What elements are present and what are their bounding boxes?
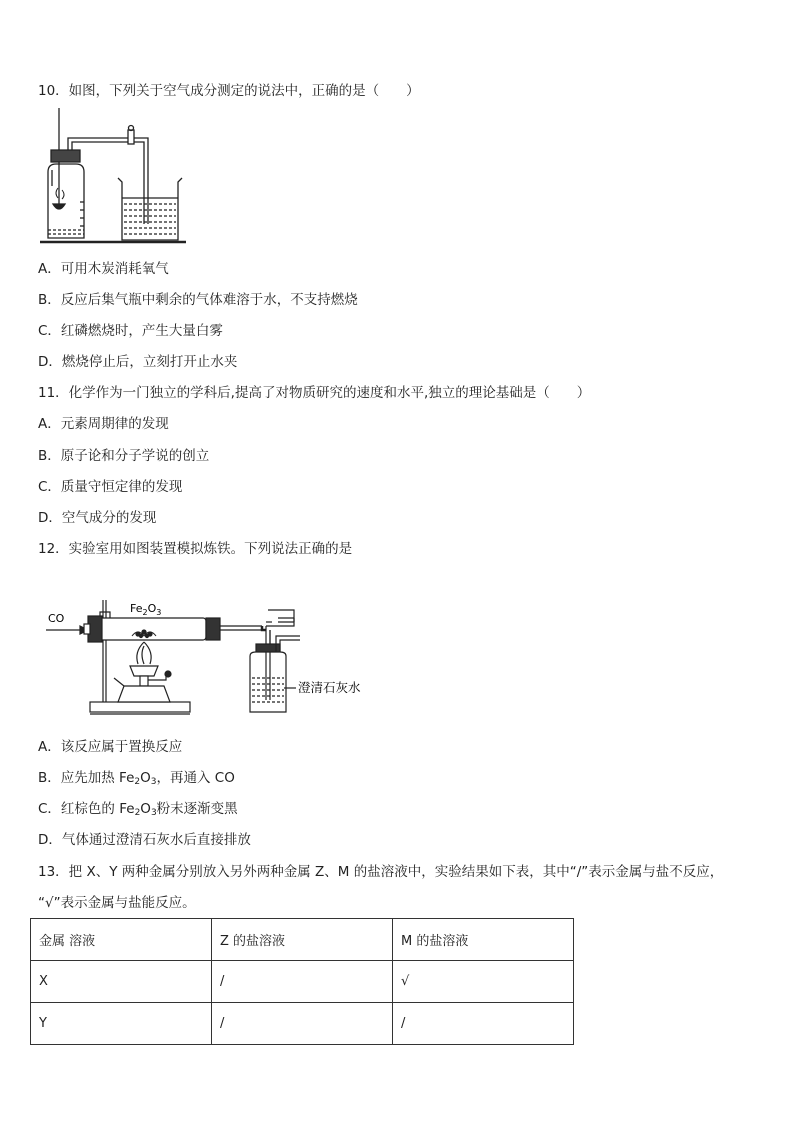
table-row bbox=[31, 1003, 574, 1045]
q10-option-a: A．可用木炭消耗氧气 bbox=[38, 261, 169, 277]
q13-stem-line2: “√”表示金属与盐能反应。 bbox=[38, 895, 196, 911]
q10-stem: 10．如图，下列关于空气成分测定的说法中，正确的是（ ） bbox=[38, 83, 420, 99]
q11-option-b: B．原子论和分子学说的创立 bbox=[38, 448, 210, 464]
table-cell: X bbox=[31, 961, 212, 1003]
table-header-row bbox=[31, 919, 574, 961]
q11-option-a: A．元素周期律的发现 bbox=[38, 416, 169, 432]
fe2o3-label: $Fe_2O_3$ bbox=[130, 602, 162, 617]
q12-iron-smelting-figure bbox=[44, 596, 384, 720]
q12-option-c: C．红棕色的 $Fe_2O_3$粉末逐渐变黑 bbox=[38, 801, 238, 818]
q10-apparatus-figure bbox=[38, 106, 188, 246]
table-header-cell: M 的盐溶液 bbox=[393, 919, 574, 961]
table-header-cell: 金属 溶液 bbox=[31, 919, 212, 961]
table-cell: / bbox=[212, 961, 393, 1003]
co-label: CO bbox=[48, 612, 65, 625]
q10-option-d: D．燃烧停止后，立刻打开止水夹 bbox=[38, 354, 238, 370]
q12-option-d: D．气体通过澄清石灰水后直接排放 bbox=[38, 832, 251, 848]
limewater-label: 澄清石灰水 bbox=[298, 680, 361, 695]
q11-stem: 11．化学作为一门独立的学科后,提高了对物质研究的速度和水平,独立的理论基础是（ ） bbox=[38, 385, 591, 401]
q11-option-d: D．空气成分的发现 bbox=[38, 510, 157, 526]
table-row bbox=[31, 961, 574, 1003]
q12-option-a: A．该反应属于置换反应 bbox=[38, 739, 183, 755]
table-cell: √ bbox=[393, 961, 574, 1003]
table-cell: Y bbox=[31, 1003, 212, 1045]
q12-stem: 12．实验室用如图装置模拟炼铁。下列说法正确的是 bbox=[38, 541, 353, 557]
q13-stem-line1: 13．把 X、Y 两种金属分别放入另外两种金属 Z、M 的盐溶液中，实验结果如下表，其中“/”表示金属与盐不反应， bbox=[38, 864, 724, 880]
q12-option-b: B．应先加热 $Fe_2O_3$，再通入 CO bbox=[38, 770, 235, 787]
q13-results-table bbox=[30, 918, 574, 1045]
table-header-cell: Z 的盐溶液 bbox=[212, 919, 393, 961]
q10-option-b: B．反应后集气瓶中剩余的气体难溶于水，不支持燃烧 bbox=[38, 292, 358, 308]
table-cell: / bbox=[393, 1003, 574, 1045]
q11-option-c: C．质量守恒定律的发现 bbox=[38, 479, 183, 495]
table-cell: / bbox=[212, 1003, 393, 1045]
q10-option-c: C．红磷燃烧时，产生大量白雾 bbox=[38, 323, 223, 339]
